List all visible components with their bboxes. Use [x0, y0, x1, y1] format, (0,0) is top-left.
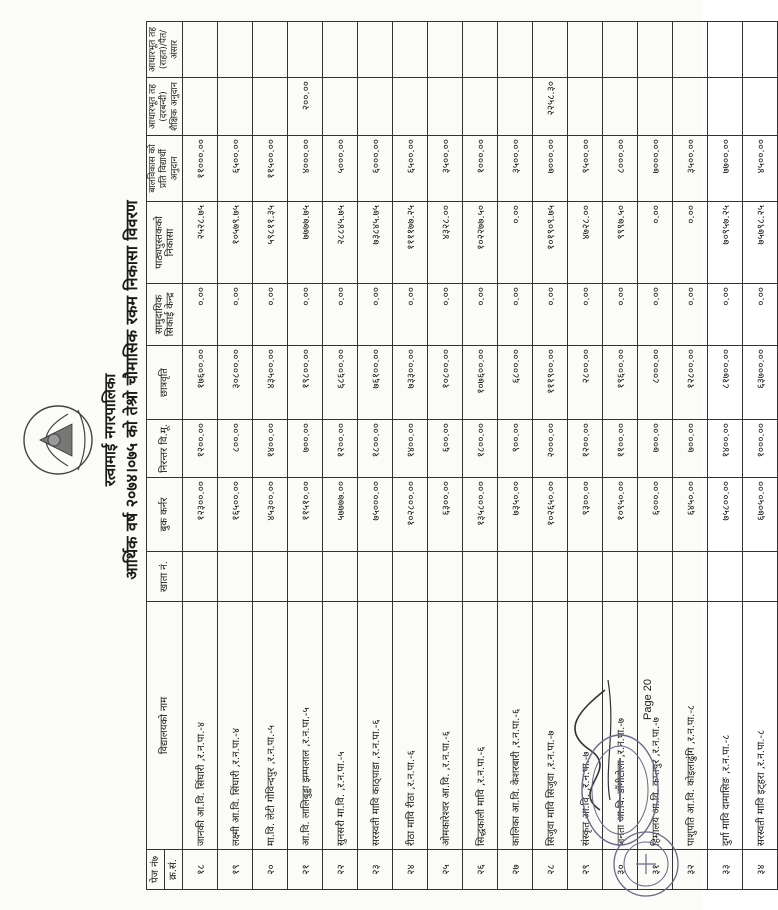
- row-book-corner: १२३००.००: [183, 478, 218, 552]
- row-continuous-eval: ७००.००: [638, 420, 673, 478]
- table-row: [673, 22, 708, 890]
- row-account: [393, 552, 428, 602]
- row-community-center: ०.००: [323, 284, 358, 346]
- row-scholarship: १०७६००.००: [463, 346, 498, 420]
- table-row: [428, 22, 463, 890]
- row-account: [463, 552, 498, 602]
- table-row: [288, 22, 323, 890]
- row-serial: २५: [428, 850, 463, 890]
- row-serial: ३२: [673, 850, 708, 890]
- emblem-logo: [20, 400, 98, 480]
- row-textbook: ११११७७.२५: [393, 202, 428, 284]
- row-basic-grant: [428, 78, 463, 136]
- row-book-corner: १६५००.००: [218, 478, 253, 552]
- page-number: Page 20: [642, 679, 654, 720]
- row-child-dev: ६०००.००: [358, 136, 393, 202]
- row-child-dev: ७०००.००: [533, 136, 568, 202]
- row-school-name: मा.वि. लेटी गोविन्दपुर ,र.न.पा.-५: [253, 602, 288, 850]
- row-textbook: ७३८४५.७५: [358, 202, 393, 284]
- row-textbook: ०.००: [638, 202, 673, 284]
- row-serial: २४: [393, 850, 428, 890]
- child-dev-header: बालविकास को प्रति विद्यार्थी अनुदान: [147, 136, 183, 202]
- row-book-corner: ७३५०.००: [498, 478, 533, 552]
- row-child-dev: ४०००.००: [288, 136, 323, 202]
- row-scholarship: ३०८००.००: [218, 346, 253, 420]
- row-child-dev: ११०००.००: [183, 136, 218, 202]
- row-continuous-eval: १२००.००: [183, 420, 218, 478]
- row-child-dev: ६५००.००: [393, 136, 428, 202]
- row-basic-relief: [253, 22, 288, 78]
- row-book-corner: ७५८००.००: [708, 478, 743, 552]
- row-account: [673, 552, 708, 602]
- row-child-dev: ९५००.००: [568, 136, 603, 202]
- row-textbook: २८८४५.७५: [323, 202, 358, 284]
- row-account: [428, 552, 463, 602]
- row-basic-grant: [603, 78, 638, 136]
- row-account: [533, 552, 568, 602]
- row-community-center: ०.००: [568, 284, 603, 346]
- row-serial: १९: [218, 850, 253, 890]
- row-community-center: ०.००: [183, 284, 218, 346]
- row-scholarship: १०८००.००: [428, 346, 463, 420]
- row-continuous-eval: १०००.००: [743, 420, 778, 478]
- row-book-corner: १०२६५०.००: [533, 478, 568, 552]
- row-textbook: ०.००: [673, 202, 708, 284]
- row-continuous-eval: १४००.००: [393, 420, 428, 478]
- row-book-corner: १३५८००.००: [463, 478, 498, 552]
- row-basic-relief: [673, 22, 708, 78]
- row-school-name: सिजुवा मावि सिजुवा ,र.न.पा.-७: [533, 602, 568, 850]
- row-child-dev: ११५००.००: [253, 136, 288, 202]
- row-book-corner: ६४५०.००: [673, 478, 708, 552]
- row-basic-grant: [568, 78, 603, 136]
- round-seal: [610, 828, 682, 900]
- row-community-center: ०.००: [533, 284, 568, 346]
- row-account: [498, 552, 533, 602]
- table-row: [183, 22, 218, 890]
- row-child-dev: ५०००.००: [323, 136, 358, 202]
- row-basic-grant: [673, 78, 708, 136]
- row-school-name: कालिका आ.वि. केशरबारी ,र.न.पा.-६: [498, 602, 533, 850]
- row-basic-relief: [183, 22, 218, 78]
- row-continuous-eval: १८००.००: [463, 420, 498, 478]
- row-book-corner: १०९५०.००: [603, 478, 638, 552]
- row-school-name: सरस्वती मावि इट्हरा ,र.न.पा.-८: [743, 602, 778, 850]
- row-book-corner: ५७७७७.००: [323, 478, 358, 552]
- row-basic-grant: [463, 78, 498, 136]
- row-community-center: ०.००: [638, 284, 673, 346]
- row-basic-grant: [638, 78, 673, 136]
- row-book-corner: ९३००.००: [568, 478, 603, 552]
- row-community-center: ०.००: [673, 284, 708, 346]
- row-basic-grant: [708, 78, 743, 136]
- row-textbook: ४३२८.००: [428, 202, 463, 284]
- row-serial: २३: [358, 850, 393, 890]
- table-row: [323, 22, 358, 890]
- row-account: [708, 552, 743, 602]
- row-school-name: जनता आ.वि. डाँगीटोला ,र.न.पा.-७: [603, 602, 638, 850]
- row-continuous-eval: १२००.००: [568, 420, 603, 478]
- row-child-dev: ७०००.००: [638, 136, 673, 202]
- row-book-corner: ६३००.००: [428, 478, 463, 552]
- row-scholarship: १२८००.००: [673, 346, 708, 420]
- row-child-dev: ३५००.००: [673, 136, 708, 202]
- row-community-center: ०.००: [358, 284, 393, 346]
- row-scholarship: ६८६००.००: [323, 346, 358, 420]
- table-row: [218, 22, 253, 890]
- row-school-name: ओमकारेश्वर आ.वि. ,र.न.पा.-६: [428, 602, 463, 850]
- row-serial: २७: [498, 850, 533, 890]
- row-basic-relief: [498, 22, 533, 78]
- row-school-name: सिद्धकाली मावि ,र.न.पा.-६: [463, 602, 498, 850]
- organization-name: रत्वामाई नगरपालिका: [101, 373, 119, 487]
- row-basic-relief: [323, 22, 358, 78]
- row-serial: ३४: [743, 850, 778, 890]
- row-school-name: रीठा मावि रीठा ,र.न.पा.-६: [393, 602, 428, 850]
- row-account: [743, 552, 778, 602]
- table-row: [498, 22, 533, 890]
- row-continuous-eval: १४००.००: [708, 420, 743, 478]
- row-basic-relief: [428, 22, 463, 78]
- row-continuous-eval: १२००.००: [323, 420, 358, 478]
- row-child-dev: ३५००.००: [498, 136, 533, 202]
- row-child-dev: ८०००.००: [603, 136, 638, 202]
- row-account: [358, 552, 393, 602]
- row-basic-relief: [638, 22, 673, 78]
- row-school-name: आ.वि. लालिबुड्डा झम्पलाल ,र.न.पा.-५: [288, 602, 323, 850]
- row-basic-grant: [253, 78, 288, 136]
- row-serial: ३३: [708, 850, 743, 890]
- row-basic-grant: [358, 78, 393, 136]
- row-scholarship: ६३७००.००: [743, 346, 778, 420]
- row-textbook: ९९९७.५०: [603, 202, 638, 284]
- serial-header: क्र.सं.: [165, 850, 183, 890]
- row-continuous-eval: ७००.००: [673, 420, 708, 478]
- row-basic-relief: [463, 22, 498, 78]
- row-scholarship: १९८००.००: [288, 346, 323, 420]
- scholarship-header: छात्रवृति: [147, 346, 183, 420]
- row-community-center: ०.००: [498, 284, 533, 346]
- row-continuous-eval: ८००.००: [218, 420, 253, 478]
- row-account: [288, 552, 323, 602]
- row-child-dev: १०००.००: [463, 136, 498, 202]
- row-child-dev: ४५००.००: [743, 136, 778, 202]
- row-continuous-eval: ६००.००: [428, 420, 463, 478]
- row-school-name: जानकी आ.वि. सिंघारी ,र.न.पा.-४: [183, 602, 218, 850]
- row-community-center: ०.००: [603, 284, 638, 346]
- row-child-dev: ३५००.००: [428, 136, 463, 202]
- row-scholarship: ७३३००.००: [393, 346, 428, 420]
- row-account: [568, 552, 603, 602]
- table-row: [743, 22, 778, 890]
- row-account: [323, 552, 358, 602]
- row-serial: २८: [533, 850, 568, 890]
- row-community-center: ०.००: [393, 284, 428, 346]
- row-basic-relief: [708, 22, 743, 78]
- row-book-corner: ४५३००.००: [253, 478, 288, 552]
- row-scholarship: ४३५००.००: [253, 346, 288, 420]
- row-school-name: दुर्गा मावि दामासिङ ,र.न.पा.-८: [708, 602, 743, 850]
- table-row: [253, 22, 288, 890]
- row-school-name: सुनसरी मा.वि. ,र.न.पा.-५: [323, 602, 358, 850]
- row-continuous-eval: ११००.००: [603, 420, 638, 478]
- table-row: [393, 22, 428, 890]
- book-corner-header: बुक कर्नर: [147, 478, 183, 552]
- table-row: [358, 22, 393, 890]
- row-basic-grant: २००.००: [288, 78, 323, 136]
- row-basic-relief: [533, 22, 568, 78]
- row-basic-grant: [218, 78, 253, 136]
- row-book-corner: १०२८००.००: [393, 478, 428, 552]
- row-scholarship: ८१७००.००: [708, 346, 743, 420]
- row-basic-relief: [393, 22, 428, 78]
- row-book-corner: ६०००.००: [638, 478, 673, 552]
- row-book-corner: ११५१०.००: [288, 478, 323, 552]
- row-basic-grant: [323, 78, 358, 136]
- row-continuous-eval: २०००.००: [533, 420, 568, 478]
- row-scholarship: १७६००.००: [183, 346, 218, 420]
- row-textbook: १०१९०९.७५: [533, 202, 568, 284]
- allocation-table: [146, 21, 778, 890]
- basic-grant-header: आधारभूत तह (दरबन्दी) शैक्षिक अनुदान: [147, 78, 183, 136]
- row-textbook: ४७२८.००: [568, 202, 603, 284]
- row-school-name: संस्कृत आ.वि. ,र.न.पा.-७: [568, 602, 603, 850]
- row-community-center: ०.००: [743, 284, 778, 346]
- row-basic-grant: [183, 78, 218, 136]
- row-school-name: हिमालय आ.वि. कप्तपुर ,र.न.पा.-७: [638, 602, 673, 850]
- row-basic-relief: [218, 22, 253, 78]
- account-header: खाता नं.: [147, 552, 183, 602]
- row-basic-relief: [288, 22, 323, 78]
- row-basic-relief: [358, 22, 393, 78]
- row-serial: ३०: [603, 850, 638, 890]
- row-continuous-eval: १८००.००: [358, 420, 393, 478]
- row-textbook: ७५७९८.२५: [743, 202, 778, 284]
- row-serial: २०: [253, 850, 288, 890]
- row-textbook: ५९८११.३५: [253, 202, 288, 284]
- row-account: [183, 552, 218, 602]
- row-scholarship: १११९००.००: [533, 346, 568, 420]
- document-title: आर्थिक वर्ष २०७४।०७५ को तेश्रो चौमासिक रकम निकासा विवरण: [122, 200, 141, 580]
- row-scholarship: ८०००.००: [638, 346, 673, 420]
- textbook-header: पाठ्यपुस्तकको निकासा: [147, 202, 183, 284]
- row-community-center: ०.००: [463, 284, 498, 346]
- page-no-header: पेज नं७: [147, 850, 165, 890]
- row-book-corner: ७५०००.००: [358, 478, 393, 552]
- row-basic-relief: [568, 22, 603, 78]
- row-school-name: लक्ष्मी आ.वि. सिंघारी ,र.न.पा.-४: [218, 602, 253, 850]
- community-center-header: सामुदायिक सिकाई केन्द्र: [147, 284, 183, 346]
- row-community-center: ०.००: [253, 284, 288, 346]
- row-basic-relief: [603, 22, 638, 78]
- row-textbook: ०.००: [498, 202, 533, 284]
- row-textbook: ७७७७.७५: [288, 202, 323, 284]
- basic-relief-header: आधारभूत तह (राहत)/पैत/अंसार: [147, 22, 183, 78]
- row-serial: २६: [463, 850, 498, 890]
- row-serial: ३१: [638, 850, 673, 890]
- row-textbook: १०२२७७.५०: [463, 202, 498, 284]
- row-child-dev: ७७००.००: [708, 136, 743, 202]
- row-account: [218, 552, 253, 602]
- row-account: [253, 552, 288, 602]
- row-account: [603, 552, 638, 602]
- row-basic-grant: [498, 78, 533, 136]
- row-continuous-eval: ९००.००: [498, 420, 533, 478]
- row-book-corner: ६७०५०.००: [743, 478, 778, 552]
- row-scholarship: २८००.००: [568, 346, 603, 420]
- row-basic-grant: २२५८.३०: [533, 78, 568, 136]
- row-community-center: ०.००: [218, 284, 253, 346]
- continuous-eval-header: निरन्तर वि.मू.: [147, 420, 183, 478]
- row-continuous-eval: ७००.००: [288, 420, 323, 478]
- row-community-center: ०.००: [428, 284, 463, 346]
- row-basic-grant: [393, 78, 428, 136]
- row-textbook: २५२८.७५: [183, 202, 218, 284]
- row-scholarship: ७६१००.००: [358, 346, 393, 420]
- row-scholarship: १९६००.००: [603, 346, 638, 420]
- row-serial: १८: [183, 850, 218, 890]
- row-scholarship: ६८००.००: [498, 346, 533, 420]
- table-row: [463, 22, 498, 890]
- row-serial: २९: [568, 850, 603, 890]
- row-serial: २२: [323, 850, 358, 890]
- row-child-dev: ६५००.००: [218, 136, 253, 202]
- row-school-name: सरस्वती मावि काठ्‍पाडा ,र.न.पा.-६: [358, 602, 393, 850]
- school-header: विद्यालयको नाम: [147, 602, 183, 850]
- row-community-center: ०.००: [708, 284, 743, 346]
- table-row: [708, 22, 743, 890]
- row-account: [638, 552, 673, 602]
- row-community-center: ०.००: [288, 284, 323, 346]
- row-textbook: ७०९५७.२५: [708, 202, 743, 284]
- row-basic-relief: [743, 22, 778, 78]
- row-basic-grant: [743, 78, 778, 136]
- row-continuous-eval: १४००.००: [253, 420, 288, 478]
- row-textbook: १०५७९.७५: [218, 202, 253, 284]
- row-school-name: पाशुपति आ.वि. कोइलाढुंगि ,र.न.पा.-८: [673, 602, 708, 850]
- row-serial: २१: [288, 850, 323, 890]
